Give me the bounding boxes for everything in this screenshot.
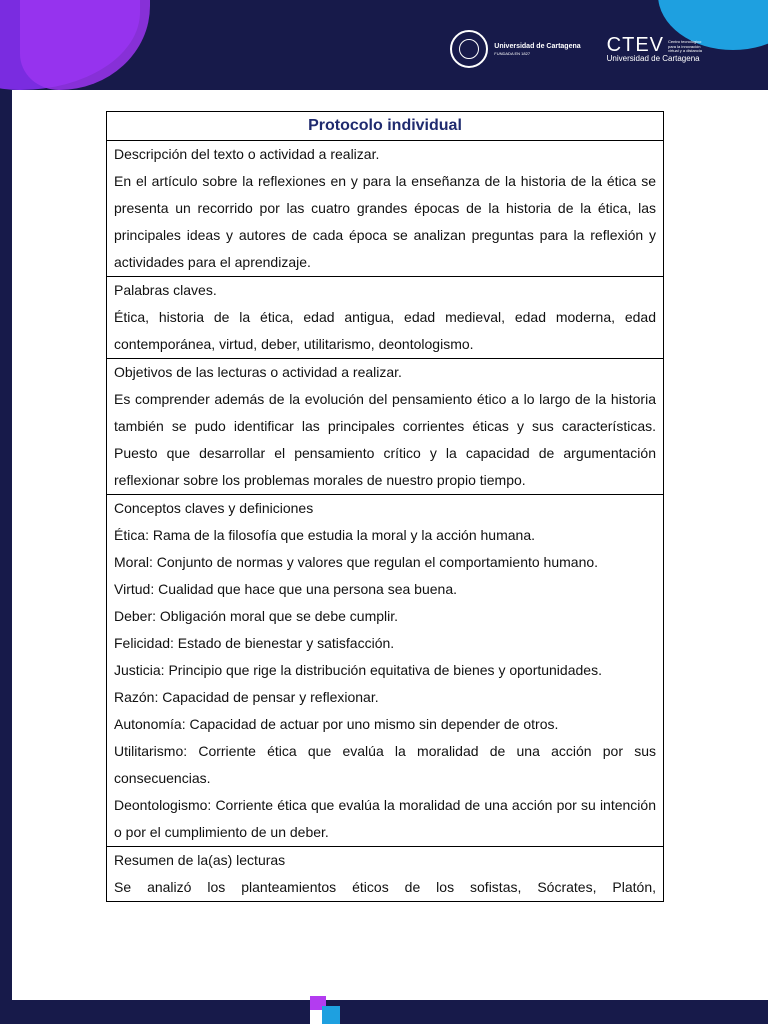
header-logos bbox=[450, 30, 708, 68]
definition-item: Deber: Obligación moral que se debe cumplir. bbox=[114, 608, 399, 624]
page-header bbox=[0, 0, 768, 90]
definition-item: Virtud: Cualidad que hace que una persona sea buena. bbox=[114, 581, 458, 597]
decorative-square bbox=[322, 1006, 340, 1024]
document-title: Protocolo individual bbox=[308, 117, 462, 134]
section-summary bbox=[107, 847, 663, 901]
udc-logo bbox=[450, 30, 580, 68]
definition-item: Moral: Conjunto de normas y valores que regulan el comportamiento humano. bbox=[114, 554, 599, 570]
definition-item: Autonomía: Capacidad de actuar por uno mismo sin depender de otros. bbox=[114, 716, 559, 732]
decorative-square bbox=[310, 1010, 322, 1024]
section-concepts bbox=[107, 495, 663, 847]
protocol-table bbox=[106, 111, 664, 902]
decorative-shape bbox=[20, 0, 150, 90]
definition-item: Utilitarismo: Corriente ética que evalúa la moralidad de una acción por sus consecuencias. bbox=[114, 743, 656, 786]
section-body: Se analizó los planteamientos éticos de los sofistas, Sócrates, Platón, bbox=[114, 879, 656, 895]
definition-item: Razón: Capacidad de pensar y reflexionar. bbox=[114, 689, 379, 705]
section-body: Ética, historia de la ética, edad antigua, edad medieval, edad moderna, edad contemporánea, virtud, deber, utilitarismo, deontologismo. bbox=[114, 309, 656, 352]
definition-item: Felicidad: Estado de bienestar y satisfacción. bbox=[114, 635, 395, 651]
definition-item: Deontologismo: Corriente ética que evalúa la moralidad de una acción por su intención o por el cumplimiento de un deber. bbox=[114, 797, 656, 840]
section-description bbox=[107, 141, 663, 277]
table-title-row bbox=[107, 112, 663, 141]
ctev-logo bbox=[606, 33, 708, 63]
seal-icon bbox=[450, 30, 488, 68]
section-heading: Objetivos de las lecturas o actividad a realizar. bbox=[114, 364, 402, 380]
udc-logo-name: Universidad de Cartagena bbox=[494, 42, 581, 50]
ctev-logo-mini: Centro tecnológico para la innovación virtual y a distancia bbox=[668, 39, 703, 53]
section-heading: Resumen de la(as) lecturas bbox=[114, 852, 286, 868]
definition-item: Justicia: Principio que rige la distribución equitativa de bienes y oportunidades. bbox=[114, 662, 602, 678]
section-heading: Conceptos claves y definiciones bbox=[114, 500, 314, 516]
section-objectives bbox=[107, 359, 663, 495]
section-body: En el artículo sobre la reflexiones en y para la enseñanza de la historia de la ética se presenta un recorrido por las cuatro grandes épocas de la historia de la ética, las principales ideas y autores de cada época se analizan preguntas para la reflexión y actividades para el aprendizaje. bbox=[114, 173, 656, 270]
ctev-logo-sub: Universidad de Cartagena bbox=[606, 53, 700, 63]
section-keywords bbox=[107, 277, 663, 359]
section-heading: Descripción del texto o actividad a realizar. bbox=[114, 146, 380, 162]
section-body: Es comprender además de la evolución del pensamiento ético a lo largo de la historia también se pudo identificar las principales corrientes éticas y sus características. Puesto que desarrollar el pensamiento crítico y la capacidad de argumentación reflexionar sobre los problemas morales de nuestro propio tiempo. bbox=[114, 391, 656, 488]
section-heading: Palabras claves. bbox=[114, 282, 217, 298]
definition-item: Ética: Rama de la filosofía que estudia la moral y la acción humana. bbox=[114, 527, 536, 543]
document-page bbox=[12, 90, 768, 1000]
ctev-logo-name: CTEV bbox=[606, 33, 664, 56]
udc-logo-sub: FUNDADA EN 1827 bbox=[494, 50, 531, 56]
